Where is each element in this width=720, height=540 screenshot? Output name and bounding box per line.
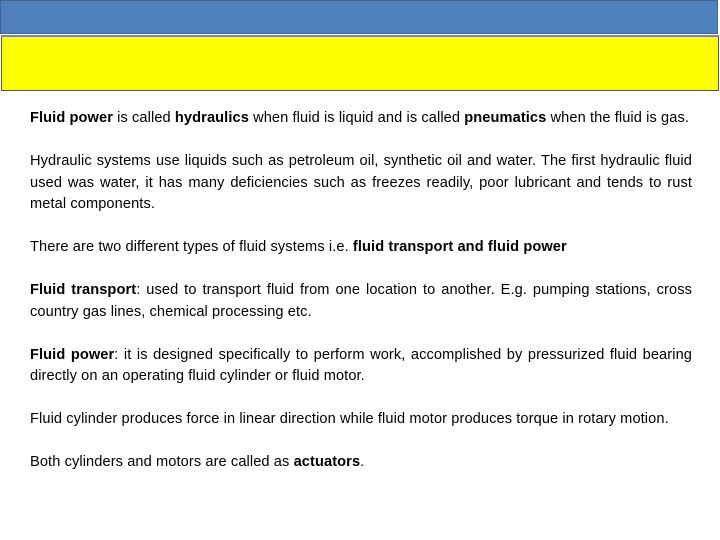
paragraph-fluid-power-definition: Fluid power is called hydraulics when fluid is liquid and is called pneumatics when the fluid is gas. [30,110,690,126]
term-actuators: actuators [293,454,361,470]
slide-body [30,108,692,474]
term-pneumatics: pneumatics [464,110,547,126]
paragraph-fluid-transport: Fluid transport: used to transport fluid from one location to another. E.g. pumping stations, cross country gas lines, chemical processing etc. [30,282,692,320]
paragraph-fluid-power: Fluid power: it is designed specifically to perform work, accomplished by pressurized fluid bearing directly on an operating fluid cylinder or fluid motor. [30,346,692,384]
term-hydraulics: hydraulics [174,110,249,126]
term-fluid-power-2: Fluid power [30,346,115,363]
term-fluid-power: Fluid power [30,110,113,126]
term-system-types: fluid transport and fluid power [352,239,567,255]
term-fluid-transport: Fluid transport [30,282,137,298]
title-band [1,35,719,91]
paragraph-hydraulic-liquids: Hydraulic systems use liquids such as petroleum oil, synthetic oil and water. The first hydraulic fluid used was water, it has many deficiencies such as freezes readily, poor lubricant and tends to rust metal components. [30,153,692,212]
paragraph-cylinder-motor: Fluid cylinder produces force in linear direction while fluid motor produces torque in rotary motion. [30,411,669,427]
header-bar [0,0,718,34]
paragraph-system-types: There are two different types of fluid systems i.e. fluid transport and fluid power [30,239,567,255]
paragraph-actuators: Both cylinders and motors are called as actuators. [30,454,365,470]
